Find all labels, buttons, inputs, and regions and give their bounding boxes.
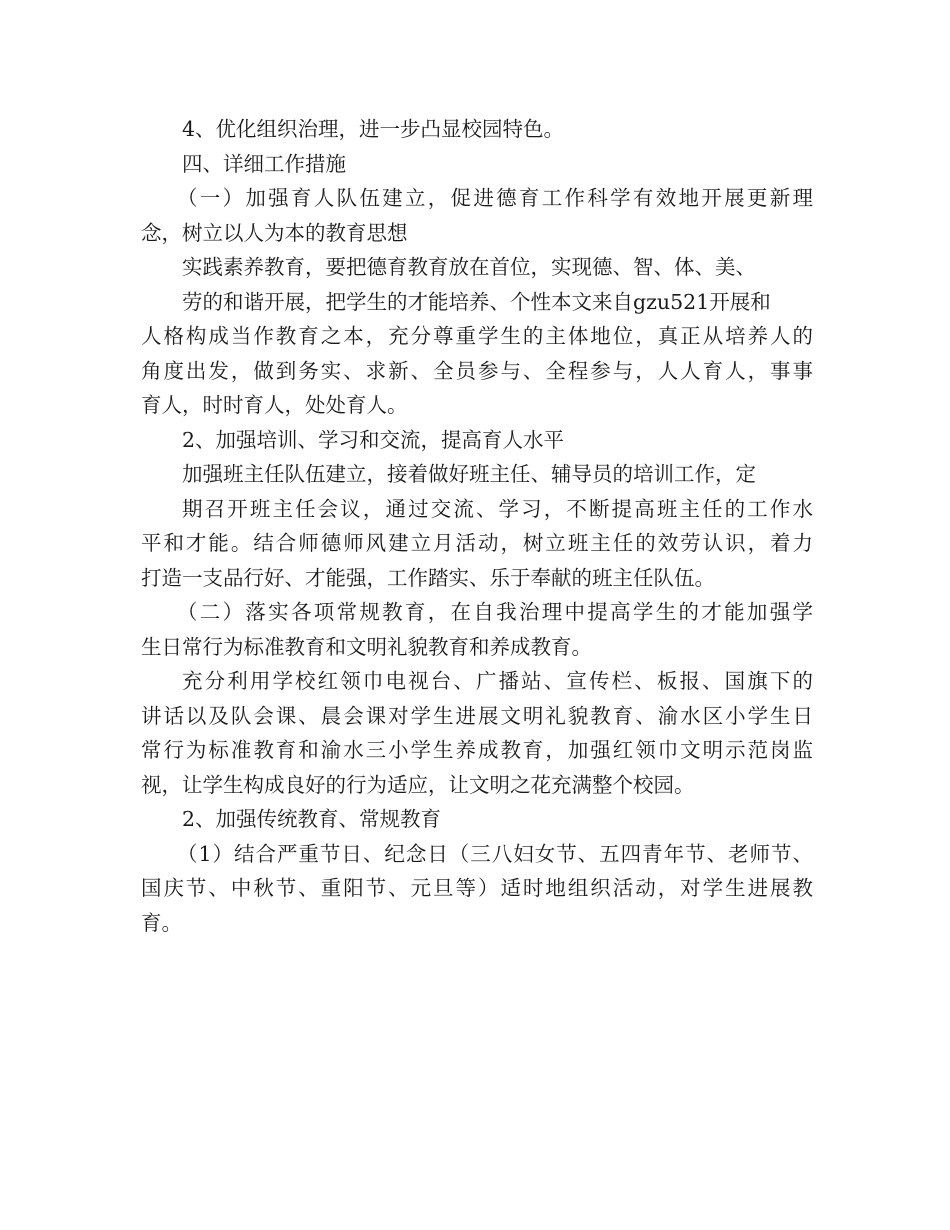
text-line: 国庆节、中秋节、重阳节、元旦等）适时地组织活动，对学生进展教 (141, 876, 813, 900)
text-line: 四、详细工作措施 (182, 151, 346, 176)
text-line: 2、加强培训、学习和交流，提高育人水平 (182, 427, 565, 452)
text-line: 加强班主任队伍建立，接着做好班主任、辅导员的培训工作，定 (182, 462, 756, 486)
text-line: 2、加强传统教育、常规教育 (182, 807, 442, 831)
text-line: 讲话以及队会课、晨会课对学生进展文明礼貌教育、渝水区小学生日 (141, 703, 813, 728)
document-body (141, 112, 813, 940)
text-line: 4、优化组织治理，进一步凸显校园特色。 (182, 117, 565, 141)
text-line: （一）加强育人队伍建立，促进德育工作科学有效地开展更新理 (177, 186, 813, 210)
text-line: 平和才能。结合师德师风建立月活动，树立班主任的效劳认识，着力 (141, 531, 813, 555)
text-line: 育。 (141, 910, 182, 935)
text-line: 视，让学生构成良好的行为适应，让文明之花充满整个校园。 (141, 772, 695, 797)
text-line: 实践素养教育，要把德育教育放在首位，实现德、智、体、美、 (182, 255, 756, 279)
text-line: （1）结合严重节日、纪念日（三八妇女节、五四青年节、老师节、 (177, 841, 813, 866)
text-line: 念，树立以人为本的教育思想 (141, 220, 408, 245)
text-line: 期召开班主任会议，通过交流、学习，不断提高班主任的工作水 (182, 496, 813, 521)
text-line: 角度出发，做到务实、求新、全员参与、全程参与，人人育人，事事 (141, 358, 813, 383)
text-line: 劳的和谐开展，把学生的才能培养、个性本文来自gzu521开展和 (182, 289, 771, 314)
text-line: 生日常行为标准教育和文明礼貌教育和养成教育。 (141, 634, 592, 659)
text-line: （二）落实各项常规教育，在自我治理中提高学生的才能加强学 (177, 600, 813, 624)
text-line: 人格构成当作教育之本，充分尊重学生的主体地位，真正从培养人的 (141, 324, 813, 348)
text-line: 常行为标准教育和渝水三小学生养成教育，加强红领巾文明示范岗监 (141, 738, 813, 762)
text-line: 育人，时时育人，处处育人。 (141, 393, 408, 417)
text-line: 打造一支品行好、才能强，工作踏实、乐于奉献的班主任队伍。 (141, 565, 715, 590)
text-line: 充分利用学校红领巾电视台、广播站、宣传栏、板报、国旗下的 (182, 669, 813, 693)
